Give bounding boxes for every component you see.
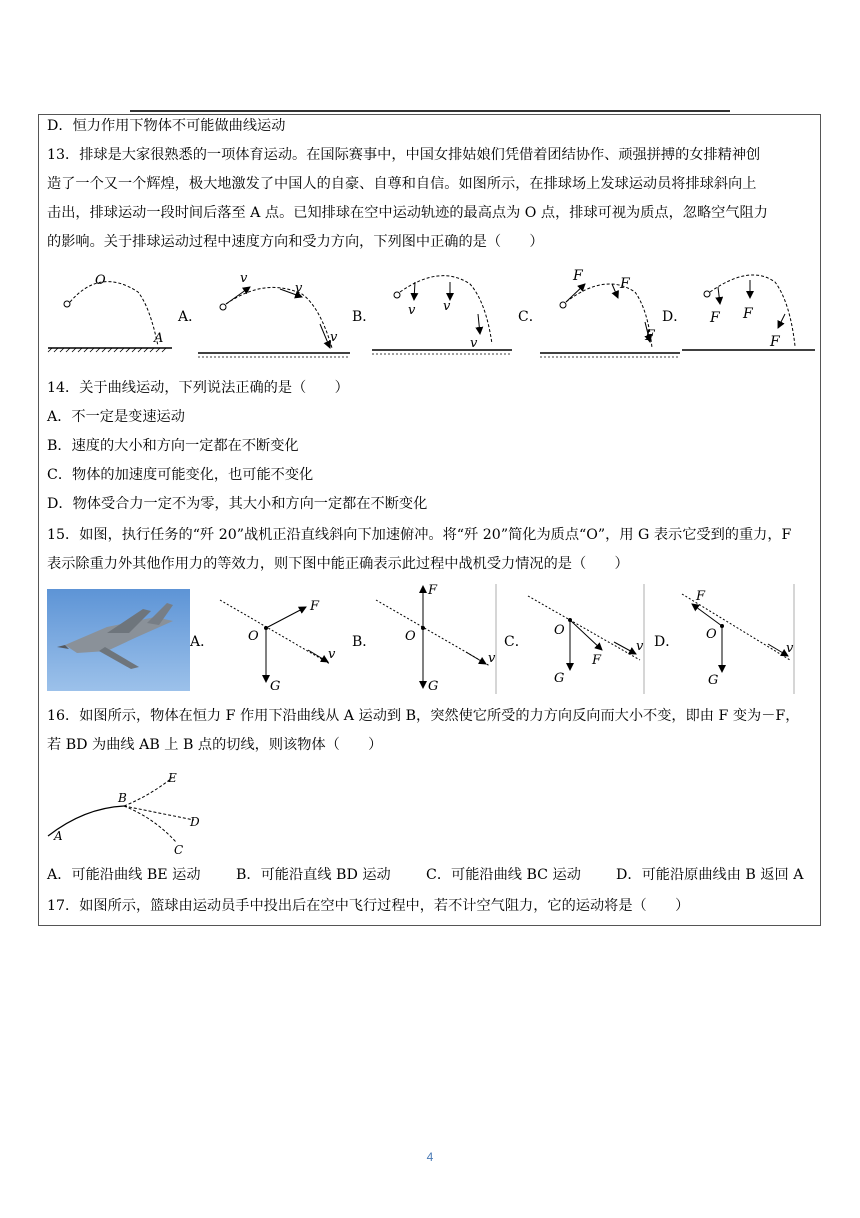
svg-text:F: F bbox=[743, 306, 753, 322]
svg-text:F: F bbox=[573, 268, 583, 284]
q15-option-b-figure bbox=[376, 583, 496, 694]
q16-text-1: 16．如图所示，物体在恒力 F 作用下沿曲线从 A 运动到 B，突然使它所受的力方向反向而大小不变，即由 F 变为－F， bbox=[47, 708, 800, 724]
q13-label-a: A． bbox=[178, 309, 203, 325]
q13-option-a-figure bbox=[198, 271, 350, 357]
q15-label-d: D． bbox=[654, 634, 680, 650]
header-rule bbox=[130, 110, 730, 112]
q17-text: 17．如图所示，篮球由运动员手中投出后在空中飞行过程中，若不计空气阻力，它的运动将是（ ） bbox=[47, 898, 690, 914]
q15-label-a: A． bbox=[190, 634, 215, 650]
svg-text:F: F bbox=[710, 310, 720, 326]
svg-text:O: O bbox=[248, 629, 259, 644]
q14-stem: 14．关于曲线运动，下列说法正确的是（ ） bbox=[47, 380, 349, 396]
svg-text:G: G bbox=[708, 673, 719, 688]
svg-text:v: v bbox=[240, 271, 248, 286]
svg-text:v: v bbox=[408, 303, 416, 318]
q13-text-1: 13．排球是大家很熟悉的一项体育运动。在国际赛事中，中国女排姑娘们凭借着团结协作、顽强拼搏的女排精神创 bbox=[47, 147, 761, 163]
svg-text:O: O bbox=[554, 623, 565, 638]
q14-option-d: D．物体受合力一定不为零，其大小和方向一定都在不断变化 bbox=[47, 496, 428, 512]
q16-option-c: C．可能沿曲线 BC 运动 bbox=[426, 867, 581, 883]
q16-option-a: A．可能沿曲线 BE 运动 bbox=[47, 867, 201, 883]
q16-text-2: 若 BD 为曲线 AB 上 B 点的切线，则该物体（ ） bbox=[47, 737, 383, 753]
svg-text:v: v bbox=[330, 330, 338, 345]
q13-text-4: 的影响。关于排球运动过程中速度方向和受力方向，下列图中正确的是（ ） bbox=[47, 234, 544, 250]
svg-text:v: v bbox=[470, 336, 478, 351]
svg-text:F: F bbox=[645, 328, 655, 344]
q16-option-b: B．可能沿直线 BD 运动 bbox=[236, 867, 391, 883]
svg-text:v: v bbox=[786, 641, 794, 656]
q15-label-b: B． bbox=[352, 634, 377, 650]
svg-text:F: F bbox=[696, 589, 706, 604]
q13-point-o: O bbox=[95, 273, 106, 288]
q16-point-a: A bbox=[54, 829, 63, 843]
q15-option-a-figure bbox=[220, 599, 336, 694]
q14-option-a: A．不一定是变速运动 bbox=[47, 409, 185, 425]
q16-point-d: D bbox=[190, 815, 200, 829]
q16-point-e: E bbox=[168, 771, 177, 785]
svg-text:v: v bbox=[636, 639, 644, 654]
svg-text:v: v bbox=[328, 647, 336, 662]
q16-point-c: C bbox=[174, 843, 184, 857]
svg-text:O: O bbox=[706, 627, 717, 642]
svg-text:v: v bbox=[488, 651, 496, 666]
svg-text:F: F bbox=[620, 276, 630, 292]
q13-text-3: 击出，排球运动一段时间后落至 A 点。已知排球在空中运动轨迹的最高点为 O 点，排球可视为质点，忽略空气阻力 bbox=[47, 205, 768, 221]
q13-option-b-figure bbox=[372, 276, 512, 354]
q13-point-a: A bbox=[154, 331, 164, 346]
svg-text:F: F bbox=[770, 334, 780, 350]
q15-label-c: C． bbox=[504, 634, 529, 650]
q14-option-b: B．速度的大小和方向一定都在不断变化 bbox=[47, 438, 299, 454]
svg-text:G: G bbox=[428, 679, 439, 694]
svg-text:G: G bbox=[270, 679, 281, 694]
svg-text:F: F bbox=[428, 583, 438, 598]
q16-point-b: B bbox=[118, 791, 127, 805]
svg-text:G: G bbox=[554, 671, 565, 686]
q16-option-d: D．可能沿原曲线由 B 返回 A bbox=[616, 867, 804, 883]
q13-label-d: D． bbox=[662, 309, 688, 325]
q12-option-d: D．恒力作用下物体不可能做曲线运动 bbox=[47, 118, 286, 134]
q13-label-b: B． bbox=[352, 309, 377, 325]
svg-text:v: v bbox=[295, 281, 303, 296]
q15-text-1: 15．如图，执行任务的“歼 20”战机正沿直线斜向下加速俯冲。将“歼 20”简化为质点“O”，用 G 表示它受到的重力，F bbox=[47, 527, 792, 543]
q13-text-2: 造了一个又一个辉煌，极大地激发了中国人的自豪、自尊和自信。如图所示，在排球场上发球运动员将排球斜向上 bbox=[47, 176, 757, 192]
q15-text-2: 表示除重力外其他作用力的等效力，则下图中能正确表示此过程中战机受力情况的是（ ） bbox=[47, 556, 629, 572]
q15-option-d-figure bbox=[682, 584, 794, 694]
q13-option-c-figure bbox=[540, 268, 680, 357]
q13-option-d-figure bbox=[682, 275, 815, 350]
q13-figures bbox=[40, 262, 820, 362]
q15-option-c-figure bbox=[528, 584, 644, 694]
q16-figure bbox=[44, 768, 214, 860]
q15-figures bbox=[190, 582, 810, 694]
svg-text:F: F bbox=[310, 599, 320, 614]
jet-photo bbox=[47, 589, 190, 691]
q13-base-figure bbox=[48, 273, 172, 352]
q13-label-c: C． bbox=[518, 309, 543, 325]
svg-text:F: F bbox=[592, 653, 602, 668]
q14-option-c: C．物体的加速度可能变化，也可能不变化 bbox=[47, 467, 314, 483]
svg-text:v: v bbox=[443, 299, 451, 314]
page-number: 4 bbox=[426, 1150, 434, 1164]
svg-text:O: O bbox=[405, 629, 416, 644]
